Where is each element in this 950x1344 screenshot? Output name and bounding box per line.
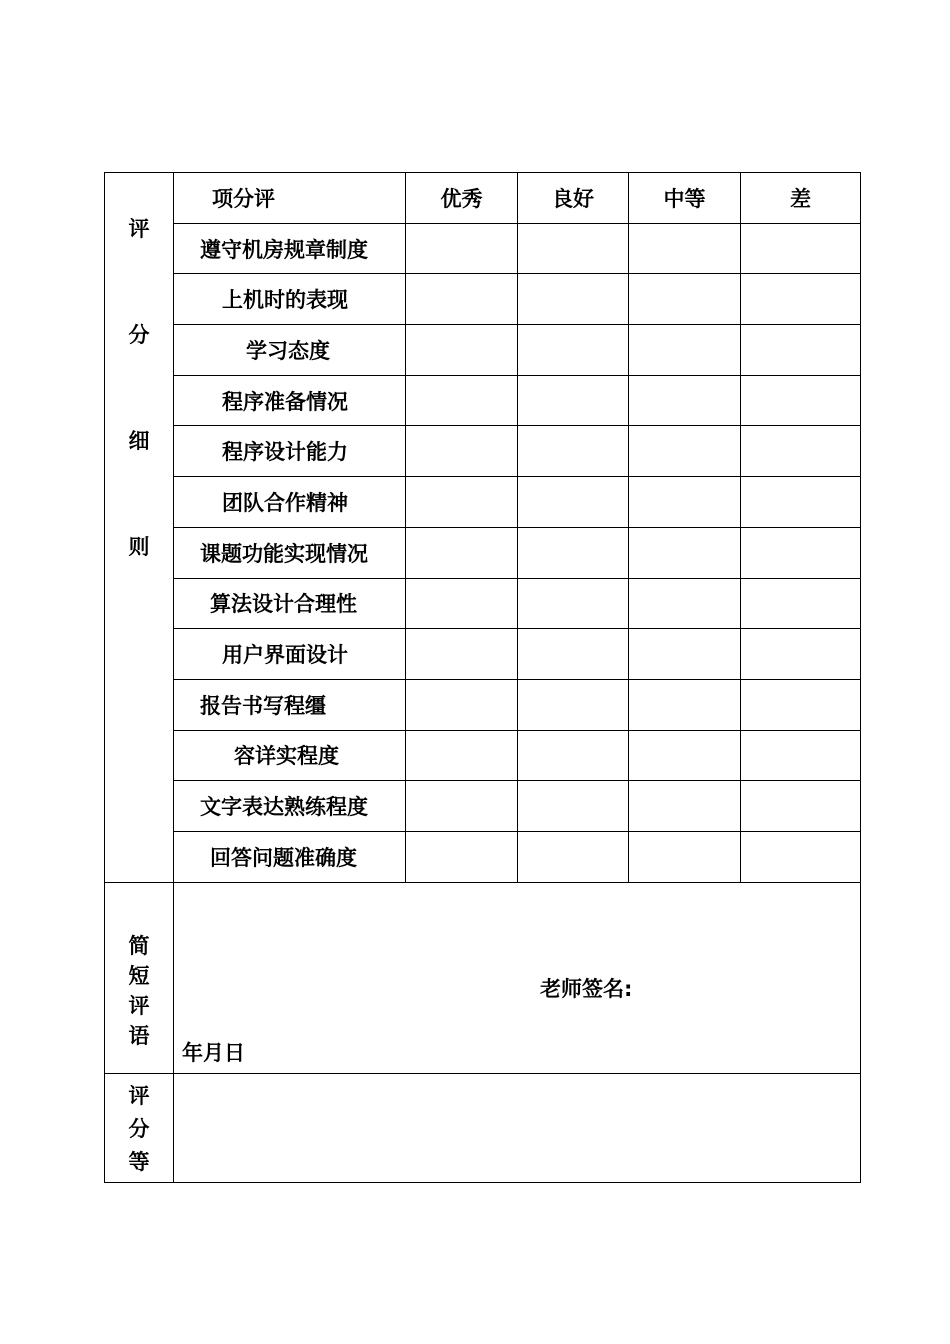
rating-cell-medium[interactable] — [629, 375, 741, 426]
rating-cell-good[interactable] — [518, 679, 629, 730]
criterion-row — [105, 831, 861, 882]
rating-cell-excellent[interactable] — [406, 578, 518, 629]
rating-cell-excellent[interactable] — [406, 375, 518, 426]
criterion-row — [105, 781, 861, 832]
criterion-name-cell — [174, 679, 406, 730]
grade-label-char: 评 — [128, 1083, 150, 1108]
criterion-name: 遵守机房规章制度 — [200, 237, 368, 262]
rating-cell-poor[interactable] — [741, 325, 861, 376]
rating-cell-medium[interactable] — [629, 730, 741, 781]
criterion-name: 程序准备情况 — [222, 389, 348, 414]
criterion-name: 课题功能实现情况 — [200, 541, 368, 566]
rating-cell-good[interactable] — [518, 831, 629, 882]
criterion-row — [105, 578, 861, 629]
scoring-details-label-char: 则 — [128, 535, 150, 559]
short-comment-label — [105, 882, 174, 1073]
comment-table — [104, 882, 861, 1183]
rating-cell-good[interactable] — [518, 426, 629, 477]
header-level-medium: 中等 — [629, 173, 741, 224]
teacher-signature-label: 老师签名: — [540, 976, 633, 1001]
scoring-details-label-char: 评 — [128, 217, 150, 241]
criterion-name: 回答问题准确度 — [210, 845, 357, 870]
rating-cell-poor[interactable] — [741, 527, 861, 578]
rating-cell-poor[interactable] — [741, 578, 861, 629]
comment-area[interactable] — [174, 882, 861, 1073]
rating-cell-poor[interactable] — [741, 223, 861, 274]
rating-cell-poor[interactable] — [741, 730, 861, 781]
short-comment-label-char: 简 — [128, 933, 150, 958]
rating-cell-medium[interactable] — [629, 426, 741, 477]
criterion-name: 算法设计合理性 — [210, 592, 357, 617]
header-item-cell — [174, 173, 406, 224]
criterion-name: 文字表达熟练程度 — [200, 795, 368, 820]
criterion-row — [105, 223, 861, 274]
rating-cell-good[interactable] — [518, 274, 629, 325]
rating-cell-medium[interactable] — [629, 831, 741, 882]
header-level-good: 良好 — [518, 173, 629, 224]
criterion-row — [105, 426, 861, 477]
criterion-row — [105, 325, 861, 376]
rating-cell-excellent[interactable] — [406, 730, 518, 781]
rating-cell-poor[interactable] — [741, 477, 861, 528]
grading-table — [104, 172, 861, 883]
rating-cell-medium[interactable] — [629, 781, 741, 832]
criterion-name-cell — [174, 831, 406, 882]
criterion-name-cell — [174, 527, 406, 578]
rating-cell-excellent[interactable] — [406, 831, 518, 882]
grade-label — [105, 1073, 174, 1182]
rating-cell-good[interactable] — [518, 781, 629, 832]
header-row — [105, 173, 861, 224]
short-comment-label-char: 评 — [128, 993, 150, 1018]
rating-cell-medium[interactable] — [629, 679, 741, 730]
scoring-details-label-char: 分 — [128, 323, 150, 347]
grade-row — [105, 1073, 861, 1182]
criterion-name-cell — [174, 730, 406, 781]
rating-cell-excellent[interactable] — [406, 477, 518, 528]
criterion-name-cell — [174, 629, 406, 680]
rating-cell-medium[interactable] — [629, 325, 741, 376]
criterion-name: 容详实程度 — [234, 744, 339, 769]
rating-cell-excellent[interactable] — [406, 426, 518, 477]
criterion-row — [105, 477, 861, 528]
rating-cell-poor[interactable] — [741, 831, 861, 882]
rating-cell-medium[interactable] — [629, 477, 741, 528]
criterion-name-cell — [174, 274, 406, 325]
criterion-name-cell — [174, 578, 406, 629]
criterion-row — [105, 274, 861, 325]
criterion-row — [105, 629, 861, 680]
criterion-name-cell — [174, 781, 406, 832]
rating-cell-medium[interactable] — [629, 629, 741, 680]
rating-cell-medium[interactable] — [629, 527, 741, 578]
criterion-row — [105, 679, 861, 730]
short-comment-label-char: 语 — [128, 1023, 150, 1048]
criterion-name: 用户界面设计 — [222, 643, 348, 668]
rating-cell-good[interactable] — [518, 578, 629, 629]
short-comment-label-char: 短 — [128, 963, 150, 988]
criterion-name-cell — [174, 325, 406, 376]
grade-label-char: 等 — [128, 1149, 150, 1174]
criterion-name: 学习态度 — [246, 338, 330, 363]
criterion-name: 程序设计能力 — [222, 440, 348, 465]
rating-cell-poor[interactable] — [741, 426, 861, 477]
rating-cell-good[interactable] — [518, 375, 629, 426]
criterion-name-cell — [174, 375, 406, 426]
rating-cell-poor[interactable] — [741, 375, 861, 426]
rating-cell-excellent[interactable] — [406, 527, 518, 578]
rating-cell-good[interactable] — [518, 477, 629, 528]
rating-cell-medium[interactable] — [629, 274, 741, 325]
criterion-name-cell — [174, 477, 406, 528]
grade-area[interactable] — [174, 1073, 861, 1182]
rating-cell-poor[interactable] — [741, 679, 861, 730]
rating-cell-poor[interactable] — [741, 781, 861, 832]
rating-cell-excellent[interactable] — [406, 274, 518, 325]
rating-cell-excellent[interactable] — [406, 629, 518, 680]
evaluation-sheet — [104, 172, 860, 1182]
grade-label-char: 分 — [128, 1116, 150, 1141]
comment-row — [105, 882, 861, 1073]
rating-cell-medium[interactable] — [629, 578, 741, 629]
rating-cell-good[interactable] — [518, 325, 629, 376]
criterion-name: 报告书写程缰 — [200, 693, 326, 718]
scoring-details-label — [105, 173, 174, 883]
criterion-name: 上机时的表现 — [222, 288, 348, 313]
rating-cell-good[interactable] — [518, 527, 629, 578]
criterion-name: 团队合作精神 — [222, 490, 348, 515]
criterion-name-cell — [174, 223, 406, 274]
rating-cell-good[interactable] — [518, 730, 629, 781]
rating-cell-excellent[interactable] — [406, 781, 518, 832]
rating-cell-medium[interactable] — [629, 223, 741, 274]
scoring-details-label-char: 细 — [128, 429, 150, 453]
header-level-poor: 差 — [741, 173, 861, 224]
rating-cell-excellent[interactable] — [406, 223, 518, 274]
date-label: 年月日 — [182, 1040, 245, 1065]
header-item-label: 项分评 — [212, 186, 275, 211]
criterion-row — [105, 730, 861, 781]
rating-cell-excellent[interactable] — [406, 325, 518, 376]
header-level-excellent: 优秀 — [406, 173, 518, 224]
rating-cell-excellent[interactable] — [406, 679, 518, 730]
rating-cell-good[interactable] — [518, 223, 629, 274]
criterion-row — [105, 375, 861, 426]
rating-cell-poor[interactable] — [741, 274, 861, 325]
criterion-row — [105, 527, 861, 578]
criterion-name-cell — [174, 426, 406, 477]
rating-cell-good[interactable] — [518, 629, 629, 680]
rating-cell-poor[interactable] — [741, 629, 861, 680]
